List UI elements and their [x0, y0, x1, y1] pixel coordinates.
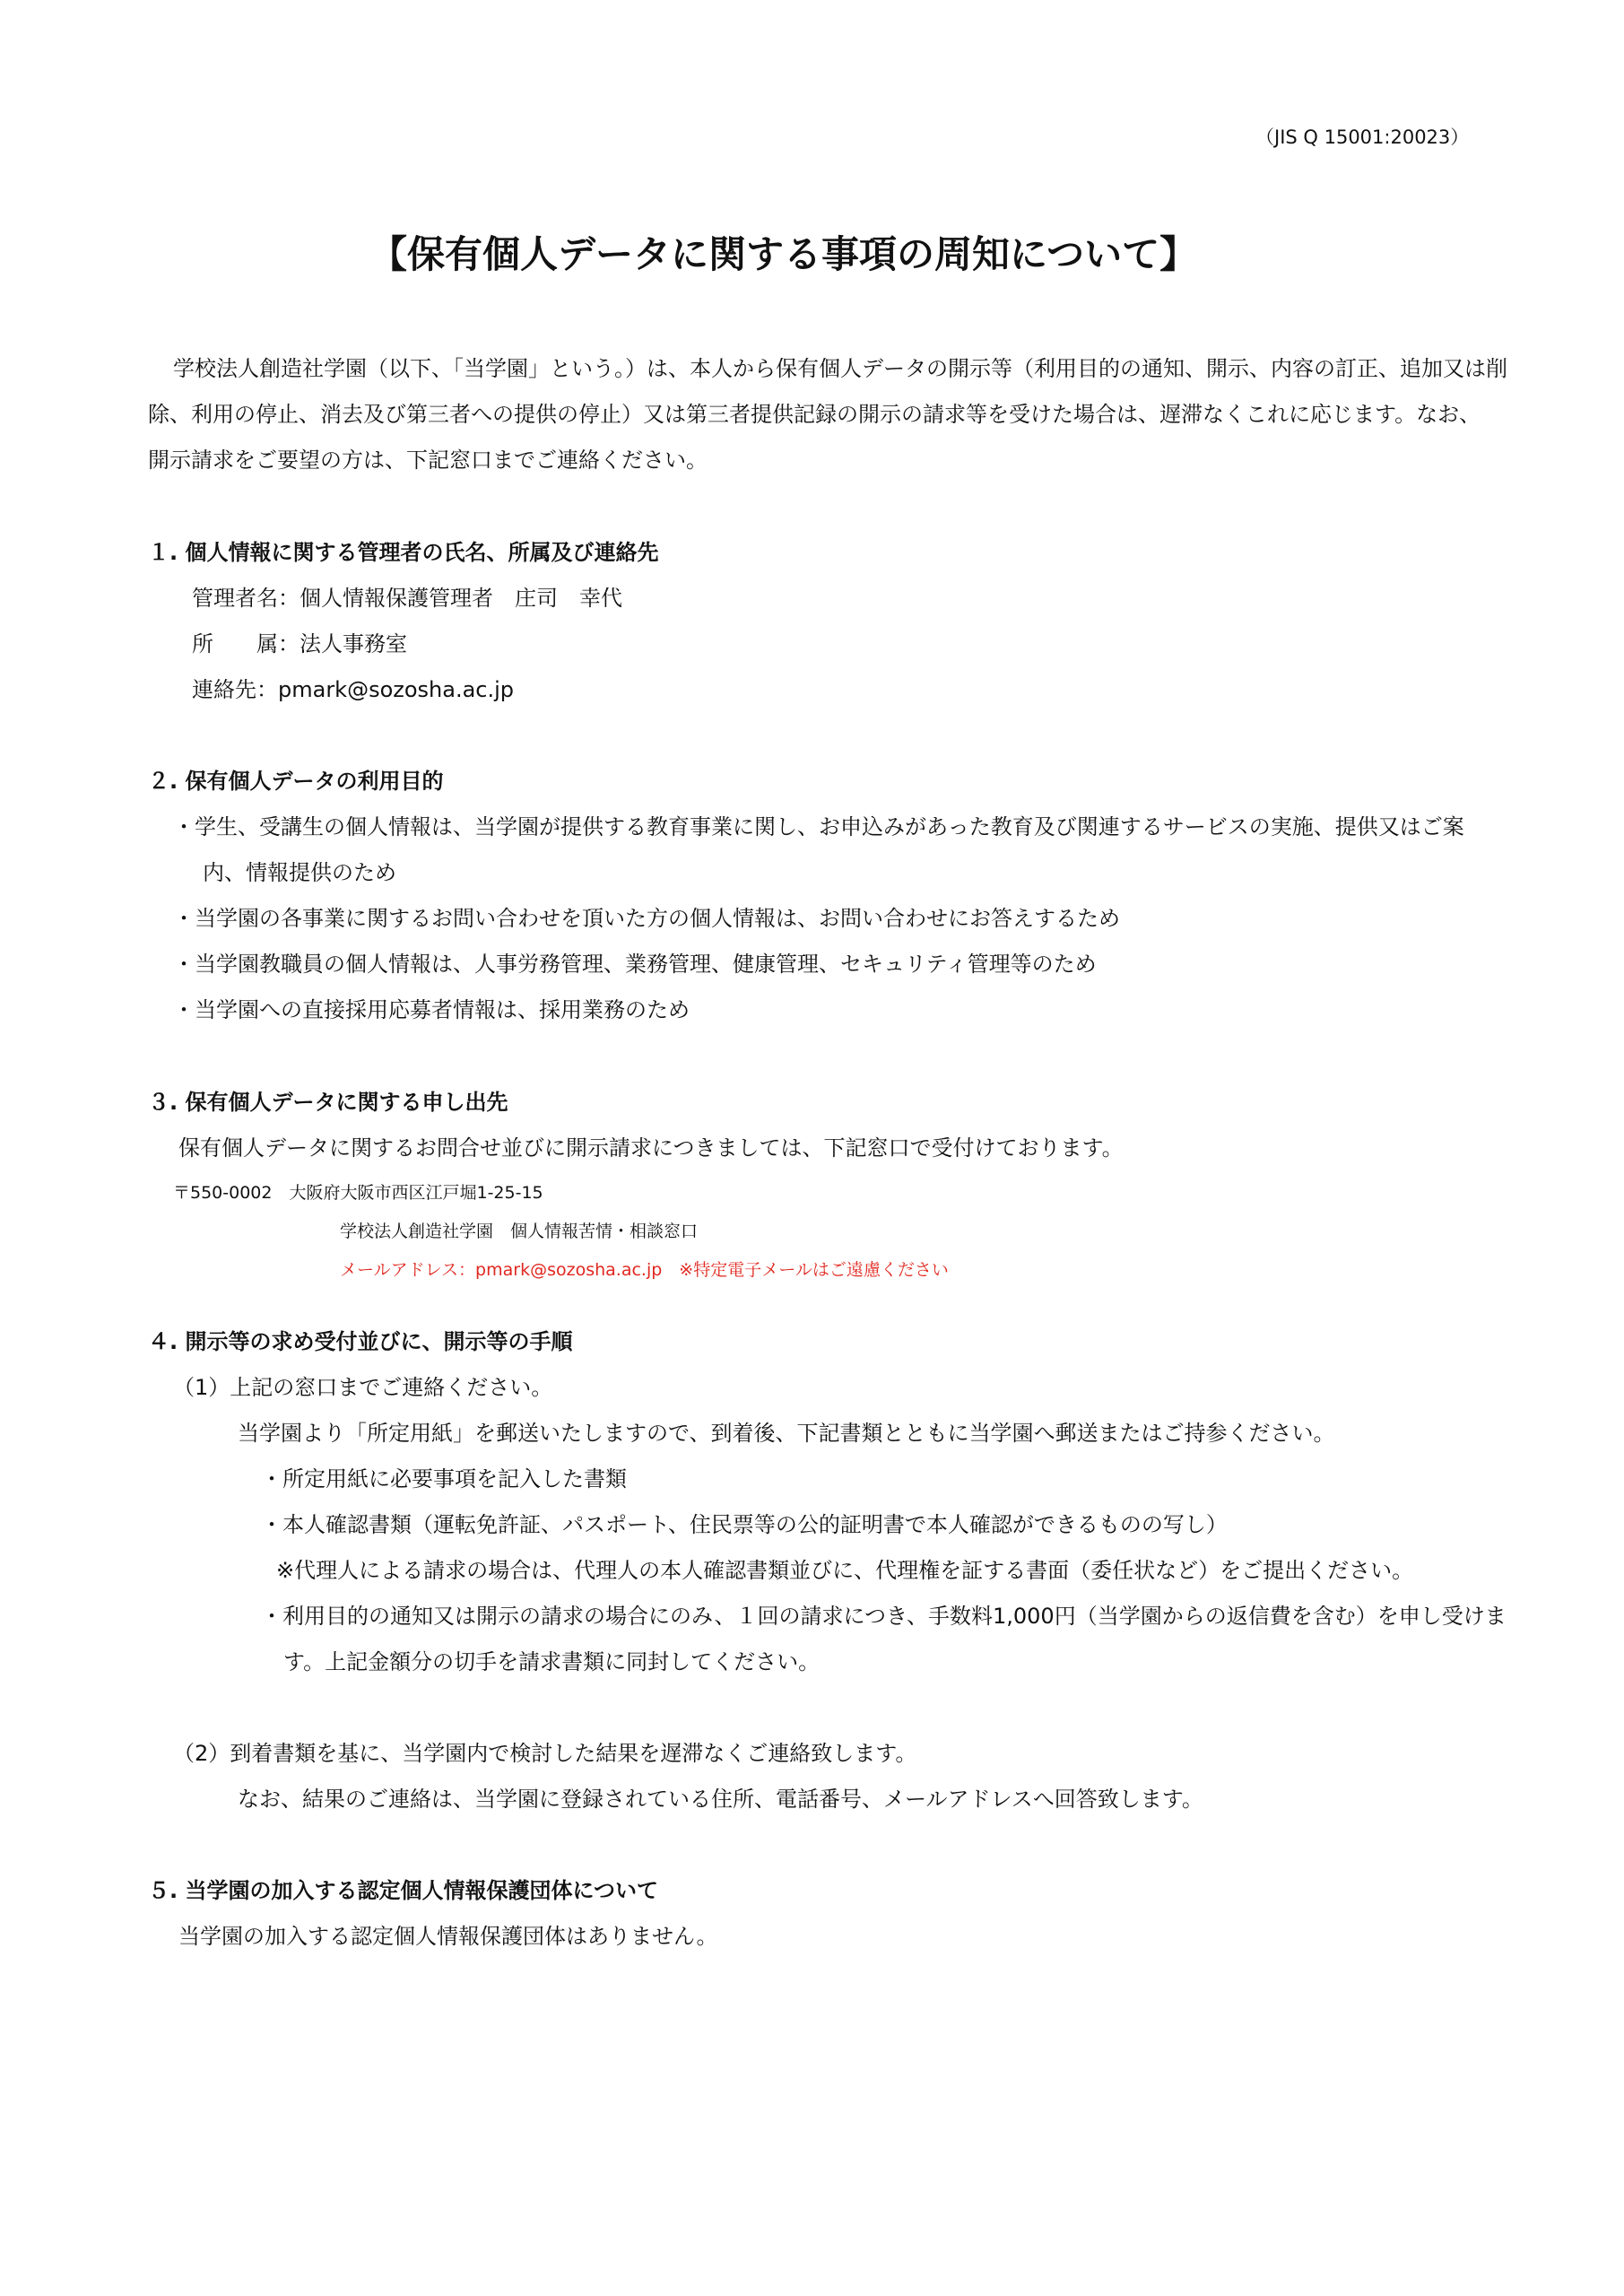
step1-title: （1）上記の窓口までご連絡ください。 [173, 1375, 553, 1400]
proxy-note: ※代理人による請求の場合は、代理人の本人確認書類並びに、代理権を証する書面（委任状など）をご提出ください。 [276, 1558, 1414, 1583]
step1-text: 当学園より「所定用紙」を郵送いたしますので、到着後、下記書類とともに当学園へ郵送またはご持参ください。 [238, 1421, 1335, 1446]
office-address: 〒550-0002 大阪府大阪市西区江戸堀1-25-15 [173, 1183, 543, 1203]
section5-text: 当学園の加入する認定個人情報保護団体はありません。 [178, 1924, 718, 1949]
intro-line-1: 学校法人創造社学園（以下、「当学園」という。）は、本人から保有個人データの開示等（利用目的の通知、開示、内容の訂正、追加又は削 [173, 356, 1507, 381]
office-name: 学校法人創造社学園 個人情報苦情・相談窓口 [340, 1222, 699, 1241]
section2-heading: ２. 保有個人データの利用目的 [148, 769, 444, 794]
standard-reference: （JIS Q 15001:20023） [1255, 126, 1470, 148]
office-email-note: メールアドレス：pmark@sozosha.ac.jp ※特定電子メールはご遠慮ください [340, 1260, 949, 1280]
section5-heading: ５. 当学園の加入する認定個人情報保護団体について [148, 1878, 658, 1903]
fee-note: ・利用目的の通知又は開示の請求の場合にのみ、１回の請求につき、手数料1,000円（当学園からの返信費を含む）を申し受けま [261, 1604, 1507, 1629]
section4-heading: ４. 開示等の求め受付並びに、開示等の手順 [148, 1329, 573, 1354]
section1-heading: １. 個人情報に関する管理者の氏名、所属及び連絡先 [148, 540, 659, 565]
required-doc: ・所定用紙に必要事項を記入した書類 [261, 1466, 627, 1492]
purpose-item: ・当学園の各事業に関するお問い合わせを頂いた方の個人情報は、お問い合わせにお答えするため [173, 906, 1120, 931]
section3-text: 保有個人データに関するお問合せ並びに開示請求につきましては、下記窓口で受付けております。 [178, 1135, 1124, 1161]
section3-heading: ３. 保有個人データに関する申し出先 [148, 1090, 508, 1115]
intro-line-3: 開示請求をご要望の方は、下記窓口までご連絡ください。 [148, 448, 708, 473]
manager-name: 管理者名：個人情報保護管理者 庄司 幸代 [192, 586, 622, 611]
purpose-item: ・当学園教職員の個人情報は、人事労務管理、業務管理、健康管理、セキュリティ管理等のため [173, 952, 1097, 977]
required-doc: ・本人確認書類（運転免許証、パスポート、住民票等の公的証明書で本人確認ができるものの写し） [261, 1512, 1228, 1537]
purpose-item: 内、情報提供のため [203, 860, 396, 885]
step2-title: （2）到着書類を基に、当学園内で検討した結果を遅滞なくご連絡致します。 [173, 1741, 917, 1766]
manager-department: 所 属：法人事務室 [192, 631, 407, 657]
page-title: 【保有個人データに関する事項の周知について】 [369, 232, 1198, 276]
purpose-item: ・当学園への直接採用応募者情報は、採用業務のため [173, 997, 690, 1022]
manager-contact: 連絡先：pmark@sozosha.ac.jp [192, 677, 515, 702]
purpose-item: ・学生、受講生の個人情報は、当学園が提供する教育事業に関し、お申込みがあった教育及び関連するサービスの実施、提供又はご案 [173, 814, 1464, 839]
intro-line-2: 除、利用の停止、消去及び第三者への提供の停止）又は第三者提供記録の開示の請求等を受けた場合は、遅滞なくこれに応じます。なお、 [148, 402, 1481, 427]
step2-text: なお、結果のご連絡は、当学園に登録されている住所、電話番号、メールアドレスへ回答致します。 [238, 1787, 1203, 1812]
fee-note-continued: す。上記金額分の切手を請求書類に同封してください。 [283, 1649, 821, 1674]
